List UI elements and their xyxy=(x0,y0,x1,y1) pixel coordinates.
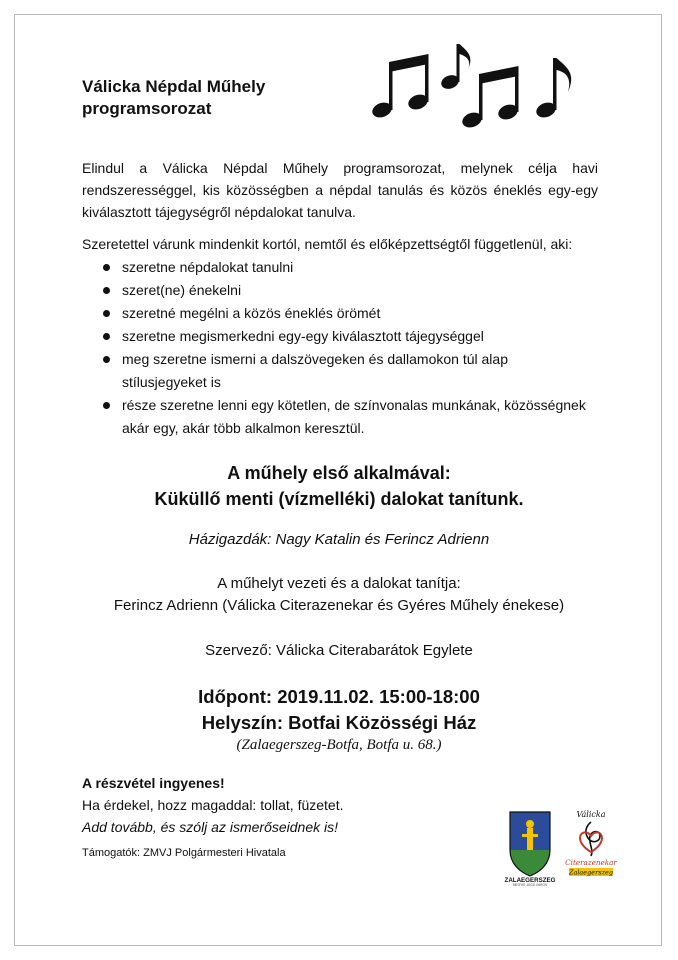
lead-paragraph: Szeretettel várunk mindenkit kortól, nemtől és előképzettségtől függetlenül, aki: xyxy=(82,236,573,252)
intro-paragraph: Elindul a Válicka Népdal Műhely programsorozat, melynek célja havi rendszerességgel, kis közösségben a népdal tanulás és közös éneklés egy-egy kiválasztott tájegységről népdalokat tanulva. xyxy=(82,160,598,220)
organizer-text: Szervező: Válicka Citerabarátok Egylete xyxy=(205,642,473,659)
supporters-text: Támogatók: ZMVJ Polgármesteri Hivatala xyxy=(82,847,286,859)
event-time: Időpont: 2019.11.02. 15:00-18:00 xyxy=(198,686,480,707)
footer-block xyxy=(82,772,343,838)
leader-text xyxy=(0,573,678,617)
music-notes-icon xyxy=(368,40,588,130)
event-place: Helyszín: Botfai Közösségi Ház xyxy=(201,712,477,733)
svg-text:Zalaegerszeg: Zalaegerszeg xyxy=(568,868,614,877)
svg-text:ZALAEGERSZEG: ZALAEGERSZEG xyxy=(504,877,556,884)
leader-line-2: Ferincz Adrienn (Válicka Citerazenekar és Gyéres Műhely énekese) xyxy=(113,597,565,614)
svg-text:Válicka: Válicka xyxy=(576,810,606,819)
session-line-1: A műhely első alkalmával: xyxy=(227,463,451,483)
list-item: szeretne népdalokat tanulni xyxy=(82,256,602,279)
title-line-1: Válicka Népdal Műhely xyxy=(82,77,266,96)
bullet-icon xyxy=(103,402,110,409)
session-heading xyxy=(0,460,678,512)
bullet-icon xyxy=(103,287,110,294)
event-address: (Zalaegerszeg-Botfa, Botfa u. 68.) xyxy=(236,737,442,753)
list-item: szeretne megismerkedni egy-egy kiválasztott tájegységgel xyxy=(82,325,602,348)
title-line-2: programsorozat xyxy=(82,99,212,118)
zalaegerszeg-coat-of-arms-logo xyxy=(500,806,560,886)
list-item: meg szeretne ismerni a dalszövegeken és dallamokon túl alap stílusjegyeket is xyxy=(82,348,602,394)
leader-line-1: A műhelyt vezeti és a dalokat tanítja: xyxy=(217,575,461,592)
bullet-icon xyxy=(103,333,110,340)
bullet-icon xyxy=(103,264,110,271)
hosts-text: Házigazdák: Nagy Katalin és Ferincz Adrienn xyxy=(188,531,490,548)
list-item: része szeretne lenni egy kötetlen, de színvonalas munkának, közösségnek akár egy, akár több alkalmon keresztül. xyxy=(82,394,602,440)
list-item: szeret(ne) énekelni xyxy=(82,279,602,302)
valicka-band-logo xyxy=(560,808,622,880)
audience-list xyxy=(82,256,602,440)
bring-text: Ha érdekel, hozz magaddal: tollat, füzetet. xyxy=(82,797,344,813)
free-entry-text: A részvétel ingyenes! xyxy=(82,775,225,791)
svg-text:Citerazenekar: Citerazenekar xyxy=(565,858,617,867)
bullet-icon xyxy=(103,310,110,317)
svg-text:MEGYEI JOGÚ VÁROS: MEGYEI JOGÚ VÁROS xyxy=(512,883,548,886)
bullet-icon xyxy=(103,356,110,363)
session-line-2: Küküllő menti (vízmelléki) dalokat tanítunk. xyxy=(154,489,524,509)
share-text: Add tovább, és szólj az ismerőseidnek is! xyxy=(82,819,339,835)
list-item: szeretné megélni a közös éneklés örömét xyxy=(82,302,602,325)
flyer-title xyxy=(82,76,265,120)
